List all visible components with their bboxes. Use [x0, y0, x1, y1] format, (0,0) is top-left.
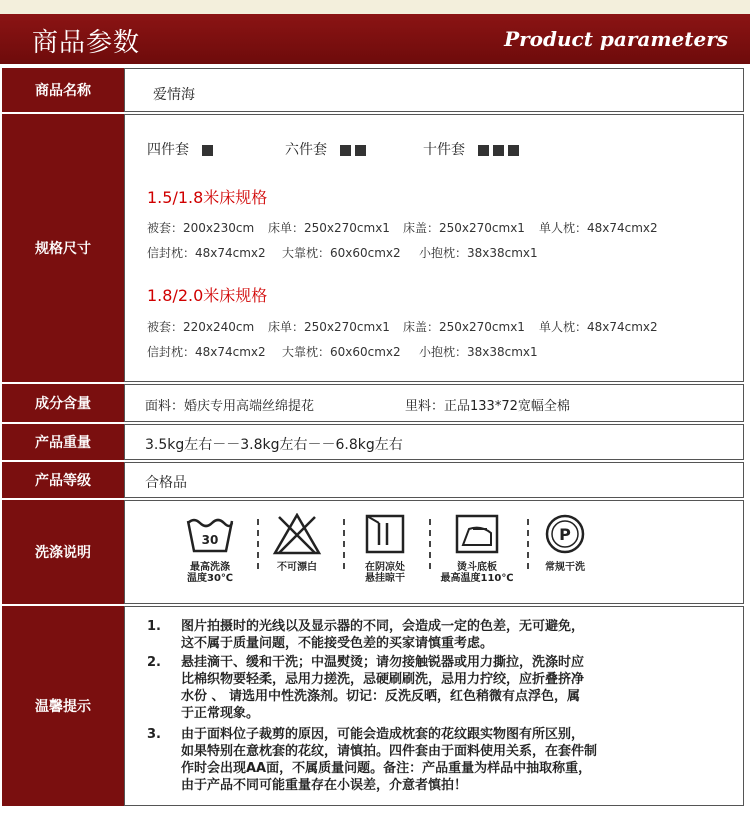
- square-icon: [355, 145, 366, 156]
- cell-name: [124, 68, 744, 112]
- cell-material: [124, 384, 744, 422]
- product-name: 爱情海: [153, 87, 195, 103]
- label-name: 商品名称: [2, 68, 124, 112]
- separator: [257, 519, 261, 569]
- svg-text:P: P: [559, 525, 571, 544]
- spec-1-item: 床单：250x270cmx1: [268, 221, 390, 235]
- spec-2-item: 小抱枕：38x38cmx1: [419, 345, 538, 359]
- wash-caption: 常规干洗: [545, 562, 585, 573]
- wash-caption: 不可漂白: [277, 562, 317, 573]
- tip-number: 2.: [147, 655, 161, 670]
- header: [0, 0, 750, 64]
- spec-1-item: 信封枕：48x74cmx2: [147, 246, 266, 260]
- svg-text:30: 30: [201, 533, 219, 547]
- square-icon: [493, 145, 504, 156]
- row-weight: [0, 424, 746, 460]
- row-name: [0, 68, 746, 112]
- square-icon: [202, 145, 213, 156]
- weight-value: 3.5kg左右－－3.8kg左右－－6.8kg左右: [145, 437, 403, 453]
- separator: [343, 519, 347, 569]
- grade-value: 合格品: [145, 475, 187, 491]
- square-icon: [478, 145, 489, 156]
- spec-1-item: 大靠枕：60x60cmx2: [282, 246, 401, 260]
- tip-line: 作时会出现AA面，不属质量问题。备注：产品重量为样品中抽取称重，: [181, 761, 592, 776]
- dry-shade-icon: [353, 513, 417, 584]
- label-tips: 温馨提示: [2, 606, 124, 806]
- tip-number: 1.: [147, 619, 161, 634]
- spec-1-item: 被套：200x230cm: [147, 221, 255, 235]
- cell-weight: [124, 424, 744, 460]
- header-subtitle: Product parameters: [504, 27, 728, 51]
- row-wash: [0, 500, 746, 604]
- wash-caption: 在阴凉处 悬挂晾干: [365, 562, 405, 584]
- header-title: 商品参数: [32, 28, 141, 58]
- set-ten: 十件套: [423, 139, 519, 159]
- cell-wash: [124, 500, 744, 604]
- dry-clean-icon: [535, 513, 595, 573]
- square-icon: [508, 145, 519, 156]
- iron-icon: [435, 513, 519, 584]
- tip-line: 这不属于质量问题，不能接受色差的买家请慎重考虑。: [181, 636, 494, 651]
- label-material: 成分含量: [2, 384, 124, 422]
- set-six: 六件套: [285, 139, 366, 159]
- cell-size: [124, 114, 744, 382]
- spec-2-item: 被套：220x240cm: [147, 320, 255, 334]
- tip-number: 3.: [147, 727, 161, 742]
- square-icon: [340, 145, 351, 156]
- tip-line: 由于面料位子裁剪的原因，可能会造成枕套的花纹跟实物图有所区别，: [181, 727, 585, 742]
- spec-1-item: 床盖：250x270cmx1: [403, 221, 525, 235]
- row-size: [0, 114, 746, 382]
- spec-2-item: 床盖：250x270cmx1: [403, 320, 525, 334]
- spec-2-item: 信封枕：48x74cmx2: [147, 345, 266, 359]
- wash-30-icon: [175, 513, 245, 584]
- row-material: [0, 384, 746, 422]
- label-wash: 洗涤说明: [2, 500, 124, 604]
- row-grade: [0, 462, 746, 498]
- tip-line: 比棉织物要轻柔，忌用力搓洗，忌硬刷刷洗，忌用力拧绞，应折叠挤净: [181, 672, 585, 687]
- spec-2-item: 床单：250x270cmx1: [268, 320, 390, 334]
- lining-text: 里料：正品133*72宽幅全棉: [405, 399, 570, 414]
- cell-grade: [124, 462, 744, 498]
- wash-caption: 最高洗涤 温度30℃: [186, 562, 234, 584]
- fabric-text: 面料：婚庆专用高端丝绵提花: [145, 399, 315, 414]
- label-grade: 产品等级: [2, 462, 124, 498]
- wash-caption: 烫斗底板 最高温度110℃: [440, 562, 514, 584]
- tip-line: 水份 、 请选用中性洗涤剂。切记：反洗反晒，红色稍微有点浮色，属: [181, 689, 581, 704]
- tip-line: 于正常现象。: [181, 706, 260, 721]
- spec-title-1: 1.5/1.8米床规格: [147, 188, 268, 207]
- label-size: 规格尺寸: [2, 114, 124, 382]
- set-four: 四件套: [147, 139, 213, 159]
- tip-line: 如果特别在意枕套的花纹，请慎拍。四件套由于面料使用关系，在套件制: [181, 744, 598, 759]
- spec-1-item: 小抱枕：38x38cmx1: [419, 246, 538, 260]
- cell-tips: [124, 606, 744, 806]
- tip-line: 图片拍摄时的光线以及显示器的不同，会造成一定的色差，无可避免，: [181, 619, 585, 634]
- row-tips: [0, 606, 746, 806]
- spec-title-2: 1.8/2.0米床规格: [147, 286, 268, 305]
- spec-2-item: 单人枕：48x74cmx2: [539, 320, 658, 334]
- label-weight: 产品重量: [2, 424, 124, 460]
- separator: [527, 519, 531, 569]
- spec-2-item: 大靠枕：60x60cmx2: [282, 345, 401, 359]
- spec-1-item: 单人枕：48x74cmx2: [539, 221, 658, 235]
- tip-line: 由于产品不同可能重量存在小误差，介意者慎拍！: [181, 778, 468, 793]
- no-bleach-icon: [265, 513, 329, 573]
- tip-line: 悬挂滴干、缓和干洗；中温熨烫；请勿接触锐器或用力撕拉，洗涤时应: [181, 655, 585, 670]
- separator: [429, 519, 433, 569]
